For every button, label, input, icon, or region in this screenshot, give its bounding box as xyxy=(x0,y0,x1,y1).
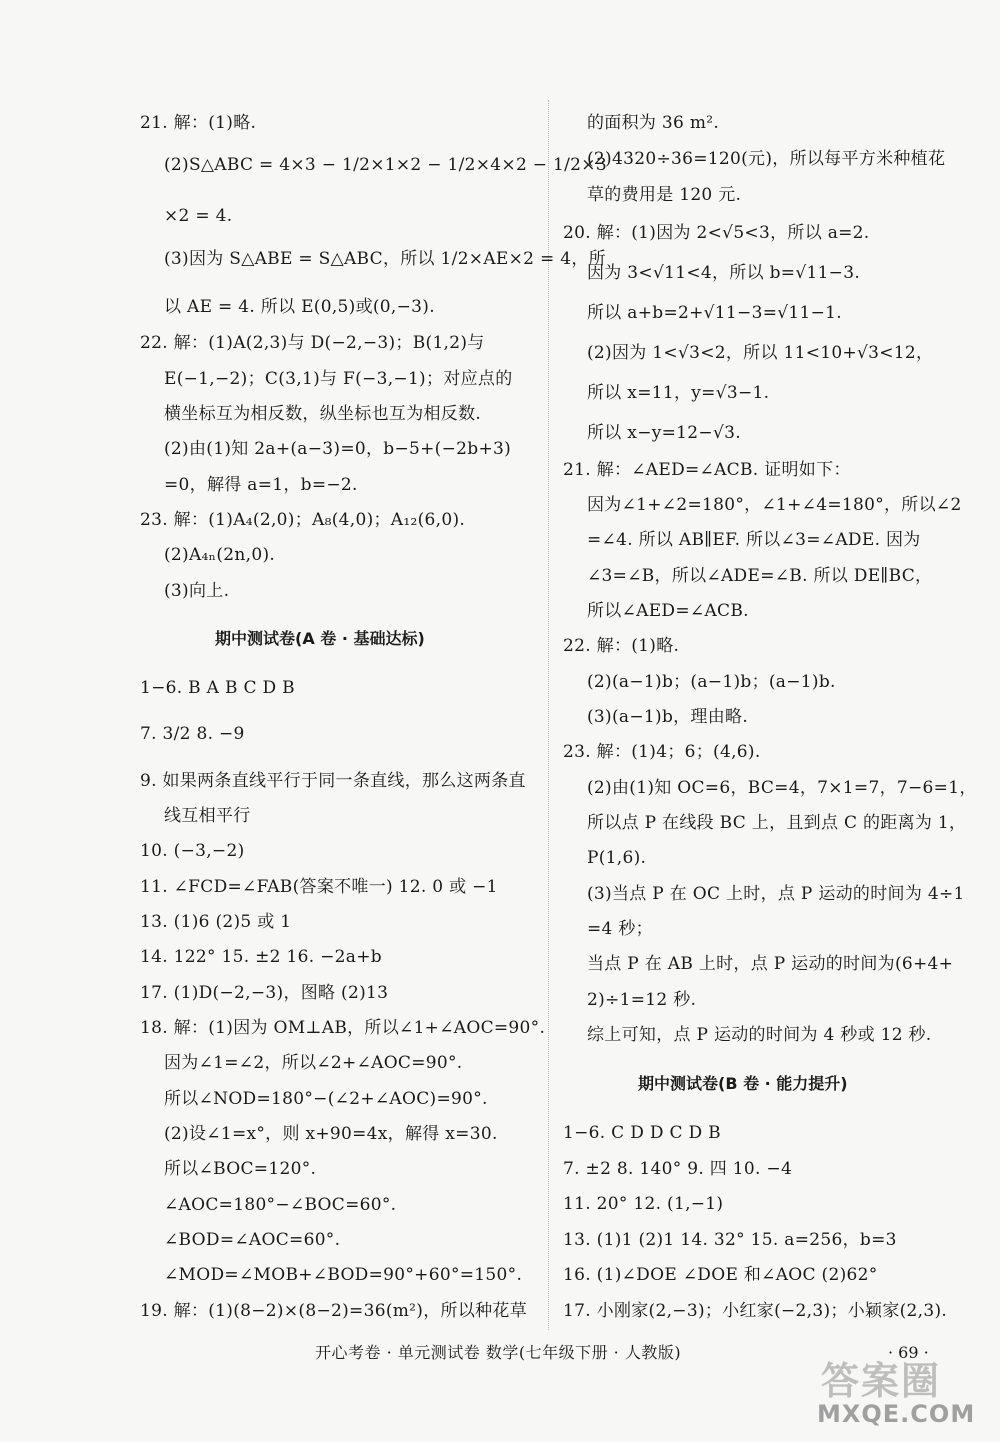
text-line: (3)向上. xyxy=(164,581,230,601)
text-line: 11. ∠FCD=∠FAB(答案不唯一) 12. 0 或 −1 xyxy=(140,877,498,897)
text-line: ∠AOC=180°−∠BOC=60°. xyxy=(164,1195,397,1215)
text-line: 7. 3/2 8. −9 xyxy=(140,724,245,744)
text-line: 综上可知，点 P 运动的时间为 4 秒或 12 秒. xyxy=(587,1025,932,1045)
text-line: 横坐标互为相反数，纵坐标也互为相反数. xyxy=(164,404,482,424)
text-line: 18. 解：(1)因为 OM⊥AB，所以∠1+∠AOC=90°. xyxy=(140,1018,546,1038)
text-line: (3)当点 P 在 OC 上时，点 P 运动的时间为 4÷1 xyxy=(587,884,965,904)
text-line: 因为 3<√11<4，所以 b=√11−3. xyxy=(587,263,861,283)
text-line: (2)A₄ₙ(2n,0). xyxy=(164,545,276,565)
text-line: 7. ±2 8. 140° 9. 四 10. −4 xyxy=(563,1159,793,1179)
text-line: (2)由(1)知 2a+(a−3)=0，b−5+(−2b+3) xyxy=(164,439,512,459)
section-heading-midterm-a: 期中测试卷(A 卷 · 基础达标) xyxy=(215,629,425,648)
text-line: ∠3=∠B，所以∠ADE=∠B. 所以 DE∥BC， xyxy=(587,566,933,586)
text-line: ∠BOD=∠AOC=60°. xyxy=(164,1230,341,1250)
text-line: 10. (−3,−2) xyxy=(140,841,245,861)
text-line: =∠4. 所以 AB∥EF. 所以∠3=∠ADE. 因为 xyxy=(587,530,921,550)
watermark-title: 答案圈 xyxy=(821,1359,942,1403)
text-line: 的面积为 36 m². xyxy=(587,113,720,133)
text-line: 19. 解：(1)(8−2)×(8−2)=36(m²)，所以种花草 xyxy=(140,1301,528,1321)
page-footer: 开心考卷 · 单元测试卷 数学(七年级下册 · 人教版) xyxy=(315,1343,682,1362)
text-line: (2)设∠1=x°，则 x+90=4x，解得 x=30. xyxy=(164,1124,498,1144)
text-line: 线互相平行 xyxy=(164,806,251,826)
text-line: (2)4320÷36=120(元)，所以每平方米种植花 xyxy=(587,149,946,169)
text-line: 17. 小刚家(2,−3)；小红家(−2,3)；小颖家(2,3). xyxy=(563,1301,948,1321)
text-line: 因为∠1+∠2=180°，∠1+∠4=180°，所以∠2 xyxy=(587,495,962,515)
text-line: 11. 20° 12. (1,−1) xyxy=(563,1194,724,1214)
text-line: (2)因为 1<√3<2，所以 11<10+√3<12， xyxy=(587,343,934,363)
text-line: 13. (1)1 (2)1 14. 32° 15. a=256，b=3 xyxy=(563,1230,897,1250)
text-line: =4 秒； xyxy=(587,919,653,939)
text-line: 14. 122° 15. ±2 16. −2a+b xyxy=(140,947,382,967)
section-heading-midterm-b: 期中测试卷(B 卷 · 能力提升) xyxy=(638,1074,848,1093)
text-line: 22. 解：(1)略. xyxy=(563,636,680,656)
text-line: 23. 解：(1)4；6；(4,6). xyxy=(563,742,761,762)
watermark-logo xyxy=(815,1350,985,1436)
text-line: (2)(a−1)b；(a−1)b；(a−1)b. xyxy=(587,672,836,692)
text-line: 22. 解：(1)A(2,3)与 D(−2,−3)；B(1,2)与 xyxy=(140,333,485,353)
text-line: 21. 解：(1)略. xyxy=(140,113,257,133)
text-line: 草的费用是 120 元. xyxy=(587,185,742,205)
text-line: 因为∠1=∠2，所以∠2+∠AOC=90°. xyxy=(164,1053,463,1073)
text-line: 所以 a+b=2+√11−3=√11−1. xyxy=(587,303,842,323)
text-line: 当点 P 在 AB 上时，点 P 运动的时间为(6+4+ xyxy=(587,954,954,974)
text-line: 16. (1)∠DOE ∠DOE 和∠AOC (2)62° xyxy=(563,1265,878,1285)
text-line: (3)因为 S△ABE = S△ABC，所以 1/2×AE×2 = 4，所 xyxy=(164,249,606,269)
text-line: 9. 如果两条直线平行于同一条直线，那么这两条直 xyxy=(140,771,526,791)
text-line: P(1,6). xyxy=(587,848,647,868)
text-line: (3)(a−1)b，理由略. xyxy=(587,707,749,727)
watermark-url: MXQE.COM xyxy=(817,1400,976,1428)
text-line: 所以∠NOD=180°−(∠2+∠AOC)=90°. xyxy=(164,1089,488,1109)
text-line: 所以 x−y=12−√3. xyxy=(587,423,741,443)
text-line: 1−6. B A B C D B xyxy=(140,678,295,698)
text-line: 1−6. C D D C D B xyxy=(563,1123,721,1143)
text-line: 所以点 P 在线段 BC 上，且到点 C 的距离为 1， xyxy=(587,813,967,833)
text-line: 2)÷1=12 秒. xyxy=(587,990,697,1010)
column-divider xyxy=(548,100,549,1330)
text-line: 所以∠BOC=120°. xyxy=(164,1159,317,1179)
text-line: 20. 解：(1)因为 2<√5<3，所以 a=2. xyxy=(563,223,870,243)
text-line: =0，解得 a=1，b=−2. xyxy=(164,475,358,495)
text-line: 23. 解：(1)A₄(2,0)；A₈(4,0)；A₁₂(6,0). xyxy=(140,510,466,530)
text-line: 21. 解：∠AED=∠ACB. 证明如下： xyxy=(563,460,851,480)
page-number: · 69 · xyxy=(888,1343,929,1362)
text-line: 所以 x=11，y=√3−1. xyxy=(587,383,770,403)
text-line: 所以∠AED=∠ACB. xyxy=(587,601,749,621)
text-line: 17. (1)D(−2,−3)，图略 (2)13 xyxy=(140,983,389,1003)
text-line: (2)由(1)知 OC=6，BC=4，7×1=7，7−6=1， xyxy=(587,778,977,798)
text-line: (2)S△ABC = 4×3 − 1/2×1×2 − 1/2×4×2 − 1/2×3 xyxy=(164,155,607,175)
text-line: ×2 = 4. xyxy=(164,206,233,226)
text-line: E(−1,−2)；C(3,1)与 F(−3,−1)；对应点的 xyxy=(164,369,513,389)
text-line: 13. (1)6 (2)5 或 1 xyxy=(140,912,292,932)
text-line: 以 AE = 4. 所以 E(0,5)或(0,−3). xyxy=(164,297,435,317)
text-line: ∠MOD=∠MOB+∠BOD=90°+60°=150°. xyxy=(164,1265,523,1285)
